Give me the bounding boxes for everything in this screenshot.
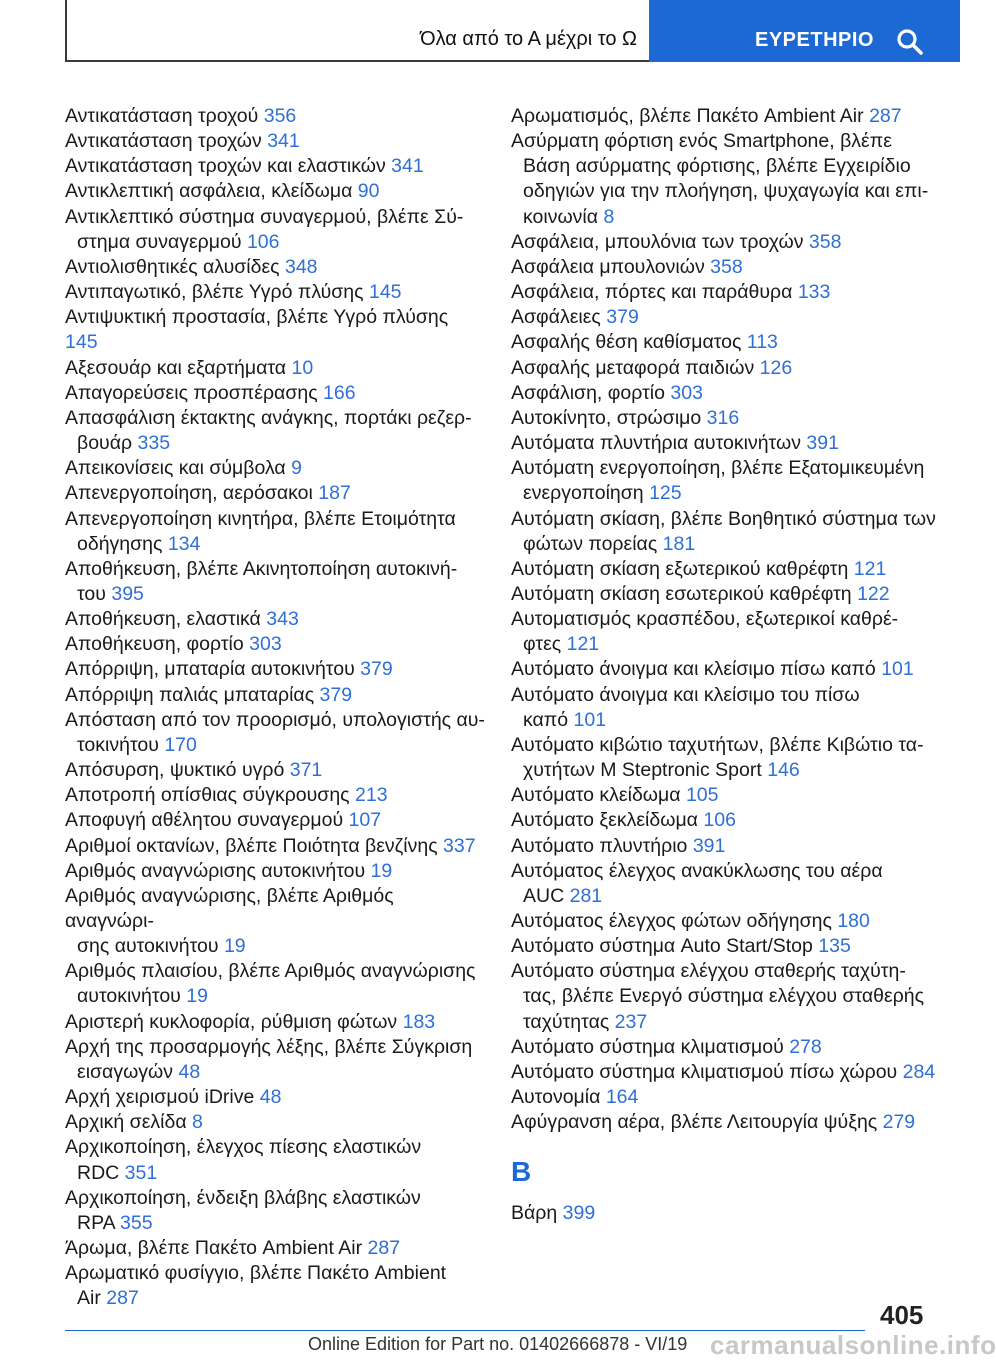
tab-index[interactable] — [649, 0, 960, 62]
page-link[interactable]: 371 — [289, 759, 323, 782]
page-link[interactable]: 391 — [806, 432, 839, 455]
index-entry-continuation: RPA 355 — [77, 1211, 153, 1234]
index-entry — [65, 884, 485, 959]
index-entry-term: Αυτόματο άνοιγμα και κλείσιμο πίσω καπό 101 — [511, 658, 914, 681]
index-entry-term: Αποθήκευση, φορτίο 303 — [65, 633, 282, 656]
index-entry — [65, 280, 485, 305]
index-entry-term: Αριθμοί οκτανίων, βλέπε Ποιότητα βενζίνης 337 — [65, 834, 476, 857]
page-link[interactable]: 278 — [789, 1035, 822, 1058]
index-entry — [511, 1085, 941, 1110]
index-entry — [511, 834, 941, 859]
page-link[interactable]: 121 — [853, 557, 887, 580]
index-entry-term: Αποτροπή οπίσθιας σύγκρουσης 213 — [65, 784, 388, 807]
page-link[interactable]: 181 — [662, 532, 696, 555]
page-link[interactable]: 8 — [603, 205, 615, 228]
index-entry-term: Ασφάλεια μπουλονιών 358 — [511, 255, 743, 278]
index-entry — [65, 381, 485, 406]
index-entry-continuation: φτες 121 — [523, 633, 600, 656]
index-entry-term: Ασφάλεια, πόρτες και παράθυρα 133 — [511, 281, 831, 304]
index-entry — [511, 582, 941, 607]
watermark: carmanualsonline.info — [710, 1330, 996, 1360]
page-link[interactable]: 358 — [808, 230, 842, 253]
index-entry-term: Αυτόματο κιβώτιο ταχυτήτων, βλέπε Κιβώτιο τα- — [511, 733, 924, 756]
index-entry — [511, 1110, 941, 1135]
index-entry-continuation: οδήγησης 134 — [77, 532, 201, 555]
index-entry — [511, 557, 941, 582]
index-entry — [511, 607, 941, 657]
index-column-right — [511, 104, 941, 1227]
index-entry-term: Ασύρματη φόρτιση ενός Smartphone, βλέπε — [511, 130, 892, 153]
index-entry-term: Απαγορεύσεις προσπέρασης 166 — [65, 381, 356, 404]
tab-all-a-to-z-label: Όλα από το Α μέχρι το Ω — [420, 28, 637, 50]
index-entry-term: Αυτόματος έλεγχος ανακύκλωσης του αέρα — [511, 859, 883, 882]
page-link[interactable]: 284 — [902, 1060, 936, 1083]
index-entry-term: Ασφάλιση, φορτίο 303 — [511, 381, 703, 404]
index-entry-term: Αρχή χειρισμού iDrive 48 — [65, 1086, 282, 1109]
index-entry-term: Αυτόματο πλυντήριο 391 — [511, 834, 726, 857]
page-link[interactable]: 379 — [606, 306, 639, 329]
index-entry-term: Αντικλεπτική ασφάλεια, κλείδωμα 90 — [65, 180, 380, 203]
page-link[interactable]: 90 — [357, 180, 380, 203]
index-entry — [65, 456, 485, 481]
index-entry — [65, 607, 485, 632]
index-entry-term: Αριθμός αναγνώρισης, βλέπε Αριθμός αναγνώρι- — [65, 884, 394, 932]
index-entry-term: Αρχή της προσαρμογής λέξης, βλέπε Σύγκριση — [65, 1035, 473, 1058]
index-entry — [511, 280, 941, 305]
page-link[interactable]: 213 — [355, 784, 388, 807]
index-entry — [65, 1010, 485, 1035]
index-entry-term: Αυτόματο σύστημα κλιματισμού 278 — [511, 1035, 822, 1058]
index-entry-continuation: εισαγωγών 48 — [77, 1060, 201, 1083]
page-link[interactable]: 133 — [797, 281, 831, 304]
index-entry — [511, 808, 941, 833]
page-link[interactable]: 335 — [137, 432, 171, 455]
page-link[interactable]: 355 — [120, 1211, 153, 1234]
index-entry-continuation: οδηγιών για την πλοήγηση, ψυχαγωγία και επι- — [523, 180, 929, 203]
index-entry-continuation: τας, βλέπε Ενεργό σύστημα ελέγχου σταθερής — [523, 985, 925, 1008]
index-entry — [65, 406, 485, 456]
page-link[interactable]: 113 — [746, 331, 778, 354]
index-entry — [65, 708, 485, 758]
index-entry — [65, 758, 485, 783]
page-link[interactable]: 379 — [319, 683, 353, 706]
page-link[interactable]: 281 — [569, 884, 603, 907]
index-entry-continuation: RDC 351 — [77, 1161, 158, 1184]
index-entry-term: Αριθμός αναγνώρισης αυτοκινήτου 19 — [65, 859, 393, 882]
index-entry-term: Αυτόματο σύστημα κλιματισμού πίσω χώρου 284 — [511, 1060, 936, 1083]
index-entry — [511, 330, 941, 355]
index-entry-continuation: χυτήτων M Steptronic Sport 146 — [523, 759, 800, 782]
index-entry-continuation: στημα συναγερμού 106 — [77, 230, 280, 253]
index-entry-term: Αρχικοποίηση, έλεγχος πίεσης ελαστικών — [65, 1136, 422, 1159]
index-entry-term: Αυτόματο άνοιγμα και κλείσιμο του πίσω — [511, 683, 860, 706]
page-link[interactable]: 106 — [703, 809, 736, 832]
index-entry-term: Αυτόματη σκίαση εσωτερικού καθρέφτη 122 — [511, 582, 890, 605]
index-entry — [511, 909, 941, 934]
page-link[interactable]: 48 — [259, 1086, 282, 1109]
page-link[interactable]: 19 — [370, 859, 393, 882]
page-link[interactable]: 399 — [562, 1202, 596, 1225]
index-entry — [65, 834, 485, 859]
index-entry — [65, 859, 485, 884]
index-entry — [65, 356, 485, 381]
index-entry-term: Ασφαλής θέση καθίσματος 113 — [511, 331, 778, 354]
page-link[interactable]: 358 — [710, 255, 743, 278]
page-link[interactable]: 9 — [291, 457, 302, 480]
page-link[interactable]: 145 — [65, 331, 98, 354]
search-icon[interactable] — [894, 26, 926, 58]
index-entry-term: Αποθήκευση, βλέπε Ακινητοποίηση αυτοκινή- — [65, 557, 458, 580]
page-link[interactable]: 287 — [106, 1287, 139, 1310]
index-entry-term: Αυτόματη σκίαση εξωτερικού καθρέφτη 121 — [511, 557, 887, 580]
index-entry-term: Άρωμα, βλέπε Πακέτο Ambient Air 287 — [65, 1237, 401, 1260]
page-link[interactable]: 19 — [223, 935, 246, 958]
page-link[interactable]: 348 — [284, 255, 318, 278]
index-entry-term: Αυτόματο σύστημα ελέγχου σταθερής ταχύτη- — [511, 960, 906, 983]
index-entry-term: Αποθήκευση, ελαστικά 343 — [65, 608, 299, 631]
index-entry-term: Αφύγρανση αέρα, βλέπε Λειτουργία ψύξης 279 — [511, 1111, 916, 1134]
page-link[interactable]: 341 — [267, 130, 300, 153]
index-entry-term: Αντικατάσταση τροχών 341 — [65, 130, 300, 153]
page-link[interactable]: 180 — [837, 910, 870, 932]
index-entry — [511, 1060, 941, 1085]
index-entry-continuation: Βάση ασύρματης φόρτισης, βλέπε Εγχειρίδιο — [523, 155, 911, 178]
index-entry — [65, 1261, 485, 1311]
index-entry — [65, 1236, 485, 1261]
index-entry — [511, 1201, 941, 1226]
index-entry — [65, 1035, 485, 1085]
index-entry-term: Αυτόματο κλείδωμα 105 — [511, 784, 719, 807]
index-entry — [511, 305, 941, 330]
page-number: 405 — [880, 1300, 924, 1330]
index-entry-continuation: φώτων πορείας 181 — [523, 532, 696, 555]
index-entry — [511, 129, 941, 230]
index-entry-term: Αξεσουάρ και εξαρτήματα 10 — [65, 356, 314, 379]
page-link[interactable]: 316 — [706, 406, 740, 429]
index-entry-term: Απόρριψη παλιάς μπαταρίας 379 — [65, 683, 353, 706]
index-entry-continuation: αυτοκινήτου 19 — [77, 985, 208, 1008]
index-entry — [65, 507, 485, 557]
index-entry — [511, 859, 941, 909]
tab-all-a-to-z[interactable] — [65, 0, 649, 62]
page-link[interactable]: 106 — [246, 230, 280, 253]
index-entry — [511, 230, 941, 255]
index-entry — [511, 507, 941, 557]
index-entry-term: Ασφάλειες 379 — [511, 306, 639, 329]
page-link[interactable]: 101 — [881, 658, 914, 681]
index-entry — [511, 255, 941, 280]
index-entry-continuation: ταχύτητας 237 — [523, 1010, 648, 1033]
index-entry-continuation: τοκινήτου 170 — [77, 733, 197, 756]
index-entry-term: Απόρριψη, μπαταρία αυτοκινήτου 379 — [65, 658, 393, 681]
page-link[interactable]: 164 — [605, 1086, 639, 1109]
index-entry-continuation: βουάρ 335 — [77, 432, 171, 455]
page-link[interactable]: 166 — [323, 381, 356, 404]
index-entry — [65, 632, 485, 657]
page-link[interactable]: 351 — [124, 1161, 158, 1184]
index-entry-term: Αυτονομία 164 — [511, 1086, 639, 1109]
index-entry-term: Αριστερή κυκλοφορία, ρύθμιση φώτων 183 — [65, 1010, 436, 1033]
index-entry — [65, 1135, 485, 1185]
index-entry-continuation: AUC 281 — [523, 884, 603, 907]
page-link[interactable]: 134 — [167, 532, 201, 555]
page-link[interactable]: 10 — [291, 356, 314, 379]
index-entry — [65, 205, 485, 255]
index-entry — [511, 104, 941, 129]
index-entry-term: Αυτόματη ενεργοποίηση, βλέπε Εξατομικευμένη — [511, 457, 925, 480]
index-entry — [511, 733, 941, 783]
index-entry-term: Αυτόματο ξεκλείδωμα 106 — [511, 809, 736, 832]
index-entry — [511, 1035, 941, 1060]
index-entry — [65, 959, 485, 1009]
index-entry — [511, 406, 941, 431]
tab-index-label: ΕΥΡΕΤΗΡΙΟ — [755, 29, 874, 51]
section-entries — [511, 1201, 941, 1226]
page-link[interactable]: 125 — [649, 482, 682, 505]
page-link[interactable]: 8 — [192, 1111, 203, 1134]
index-entry — [511, 783, 941, 808]
index-entry-term: Απόσυρση, ψυκτικό υγρό 371 — [65, 759, 323, 782]
page-link[interactable]: 101 — [573, 708, 607, 731]
page-link[interactable]: 48 — [178, 1060, 201, 1083]
index-entry-term: Αυτόματα πλυντήρια αυτοκινήτων 391 — [511, 432, 839, 455]
page-link[interactable]: 121 — [566, 633, 600, 656]
page-link[interactable]: 135 — [818, 935, 851, 958]
index-entry — [65, 1186, 485, 1236]
page-link[interactable]: 122 — [857, 582, 890, 605]
index-entry-continuation: καπό 101 — [523, 708, 607, 731]
index-entry-term: Ασφάλεια, μπουλόνια των τροχών 358 — [511, 230, 842, 253]
index-entry — [65, 1110, 485, 1135]
index-entry — [511, 456, 941, 506]
index-entry — [511, 683, 941, 733]
page-link[interactable]: 187 — [318, 482, 351, 505]
index-entry-term: Απασφάλιση έκτακτης ανάγκης, πορτάκι ρεζερ- — [65, 406, 472, 429]
index-entry-term: Αυτοματισμός κρασπέδου, εξωτερικοί καθρέ- — [511, 608, 899, 631]
index-entry — [65, 657, 485, 682]
page-link[interactable]: 126 — [759, 356, 793, 379]
index-entry-continuation: Air 287 — [77, 1287, 139, 1310]
index-entry — [65, 481, 485, 506]
section-letter: Β — [511, 1156, 532, 1188]
page-link[interactable]: 287 — [367, 1237, 401, 1260]
footer-text: Online Edition for Part no. 01402666878 - VI/19 — [308, 1334, 688, 1354]
index-entry-term: Αντιολισθητικές αλυσίδες 348 — [65, 255, 318, 278]
index-entry-term: Αντιψυκτική προστασία, βλέπε Υγρό πλύσης 145 — [65, 306, 449, 354]
index-entry-term: Αντικλεπτικό σύστημα συναγερμού, βλέπε Σύ- — [65, 205, 464, 228]
index-entry — [65, 1085, 485, 1110]
index-entry-term: Ασφαλής μεταφορά παιδιών 126 — [511, 356, 793, 379]
index-entry — [511, 934, 941, 959]
page-link[interactable]: 105 — [685, 784, 719, 807]
page-link[interactable]: 303 — [670, 381, 703, 404]
index-entry — [511, 431, 941, 456]
page-link[interactable]: 19 — [186, 985, 208, 1008]
index-entry — [65, 179, 485, 204]
page-link[interactable]: 303 — [249, 633, 282, 656]
index-column-left — [65, 104, 485, 1312]
index-entry-continuation: του 395 — [77, 582, 144, 605]
index-entries-right — [511, 104, 941, 1135]
index-entry-term: Αρωματικό φυσίγγιο, βλέπε Πακέτο Ambient — [65, 1262, 447, 1285]
index-entry — [65, 104, 485, 129]
index-entry-term: Αριθμός πλαισίου, βλέπε Αριθμός αναγνώρισης — [65, 960, 476, 983]
index-entry-term: Απενεργοποίηση, αερόσακοι 187 — [65, 482, 351, 505]
index-entry-term: Απενεργοποίηση κινητήρα, βλέπε Ετοιμότητα — [65, 507, 456, 530]
page-link[interactable]: 395 — [111, 582, 144, 605]
index-entry-continuation: σης αυτοκινήτου 19 — [77, 935, 246, 958]
index-entry-term: Αντικατάσταση τροχού 356 — [65, 105, 297, 127]
page-link[interactable]: 146 — [767, 759, 800, 782]
page-link[interactable]: 183 — [402, 1010, 436, 1033]
index-entry-term: Αρχικοποίηση, ένδειξη βλάβης ελαστικών — [65, 1186, 421, 1209]
index-entry — [65, 783, 485, 808]
index-entry — [65, 808, 485, 833]
page-link[interactable]: 170 — [164, 733, 197, 756]
index-entry — [65, 255, 485, 280]
index-entry — [65, 305, 485, 355]
index-entry-term: Αυτόματη σκίαση, βλέπε Βοηθητικό σύστημα των — [511, 507, 936, 530]
index-entry — [511, 959, 941, 1034]
index-entry-term: Αρχική σελίδα 8 — [65, 1111, 203, 1134]
page-link[interactable]: 237 — [614, 1010, 648, 1033]
index-entry-continuation: ενεργοποίηση 125 — [523, 482, 682, 505]
index-entry-term: Αυτοκίνητο, στρώσιμο 316 — [511, 406, 740, 429]
index-entry-term: Αρωματισμός, βλέπε Πακέτο Ambient Air 287 — [511, 105, 902, 127]
page-link[interactable]: 343 — [266, 608, 299, 631]
index-entry — [511, 657, 941, 682]
page-link[interactable]: 337 — [443, 834, 476, 857]
index-entry — [511, 381, 941, 406]
index-entry — [65, 557, 485, 607]
index-entry — [65, 154, 485, 179]
index-entry — [65, 129, 485, 154]
index-entry — [511, 356, 941, 381]
page-link[interactable]: 356 — [263, 105, 297, 127]
index-entry-term: Βάρη 399 — [511, 1202, 596, 1225]
page-link[interactable]: 145 — [368, 281, 402, 304]
page-link[interactable]: 379 — [360, 658, 393, 681]
page-link[interactable]: 279 — [882, 1111, 916, 1134]
index-entry-term: Αντικατάσταση τροχών και ελαστικών 341 — [65, 155, 424, 178]
page-link[interactable]: 391 — [692, 834, 726, 857]
index-entry-term: Αυτόματο σύστημα Auto Start/Stop 135 — [511, 935, 851, 958]
index-entry-term: Αντιπαγωτικό, βλέπε Υγρό πλύσης 145 — [65, 281, 402, 304]
index-entry — [65, 683, 485, 708]
page-link[interactable]: 341 — [391, 155, 424, 178]
page-link[interactable]: 287 — [869, 105, 902, 127]
index-entry-continuation: κοινωνία 8 — [523, 205, 615, 228]
index-entry-term: Αποφυγή αθέλητου συναγερμού 107 — [65, 809, 382, 832]
index-entry-term: Αυτόματος έλεγχος φώτων οδήγησης 180 — [511, 910, 870, 932]
index-entry-term: Απόσταση από τον προορισμό, υπολογιστής αυ- — [65, 708, 485, 731]
index-entry-term: Απεικονίσεις και σύμβολα 9 — [65, 457, 302, 480]
page-link[interactable]: 107 — [348, 809, 382, 832]
